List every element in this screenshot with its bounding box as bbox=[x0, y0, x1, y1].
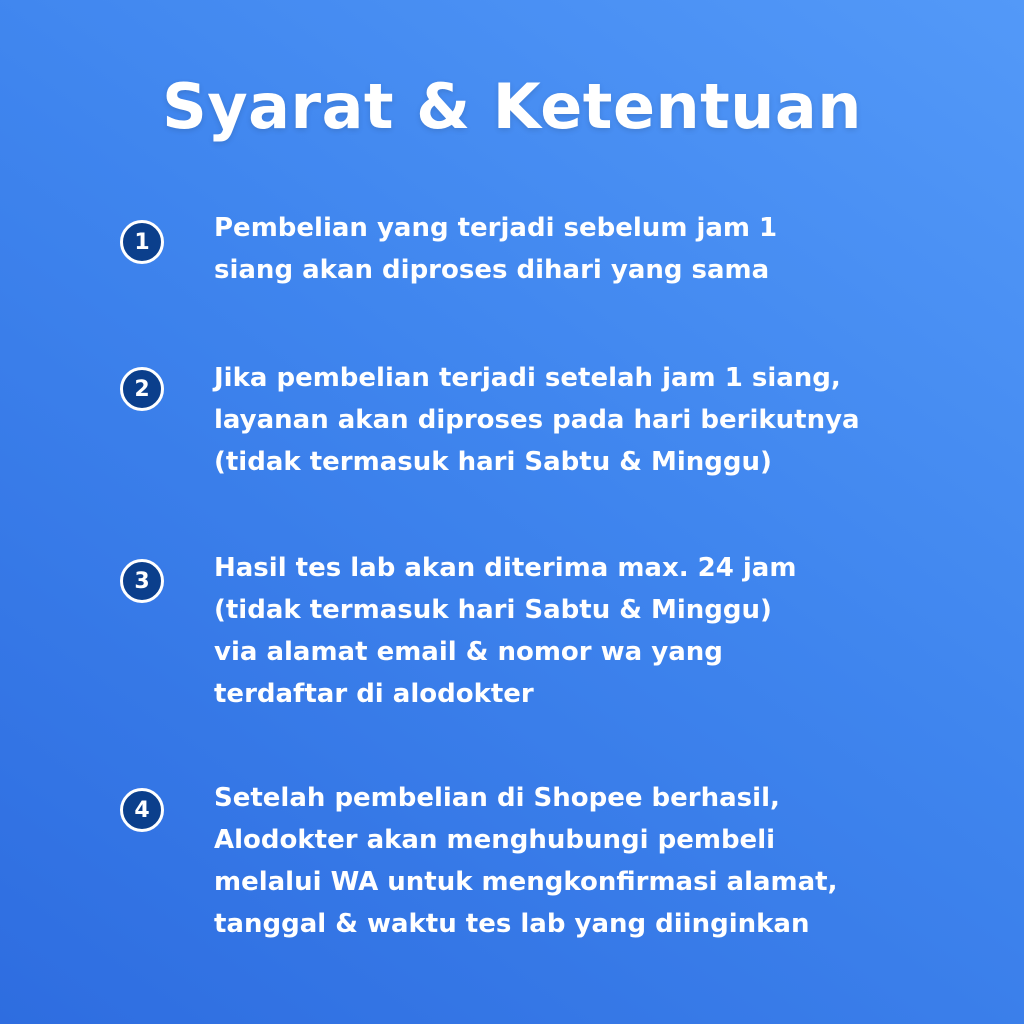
terms-line: terdaftar di alodokter bbox=[214, 679, 534, 709]
terms-line: via alamat email & nomor wa yang bbox=[214, 637, 723, 667]
terms-line: Jika pembelian terjadi setelah jam 1 siang, bbox=[214, 363, 841, 393]
terms-line: (tidak termasuk hari Sabtu & Minggu) bbox=[214, 447, 772, 477]
number-badge-4: 4 bbox=[120, 788, 164, 832]
number-badge-3: 3 bbox=[120, 559, 164, 603]
terms-line: (tidak termasuk hari Sabtu & Minggu) bbox=[214, 595, 772, 625]
page-title: Syarat & Ketentuan bbox=[162, 70, 862, 143]
terms-line: Pembelian yang terjadi sebelum jam 1 bbox=[214, 213, 778, 243]
terms-line: melalui WA untuk mengkonfirmasi alamat, bbox=[214, 867, 838, 897]
terms-text-2 bbox=[214, 357, 974, 483]
terms-text-3 bbox=[214, 547, 974, 715]
terms-text-1 bbox=[214, 207, 974, 291]
terms-line: layanan akan diproses pada hari berikutnya bbox=[214, 405, 860, 435]
terms-line: Setelah pembelian di Shopee berhasil, bbox=[214, 783, 780, 813]
number-badge-2: 2 bbox=[120, 367, 164, 411]
terms-line: siang akan diproses dihari yang sama bbox=[214, 255, 770, 285]
number-badge-1: 1 bbox=[120, 220, 164, 264]
terms-line: Hasil tes lab akan diterima max. 24 jam bbox=[214, 553, 797, 583]
terms-line: Alodokter akan menghubungi pembeli bbox=[214, 825, 776, 855]
terms-line: tanggal & waktu tes lab yang diinginkan bbox=[214, 909, 810, 939]
terms-text-4 bbox=[214, 777, 974, 945]
